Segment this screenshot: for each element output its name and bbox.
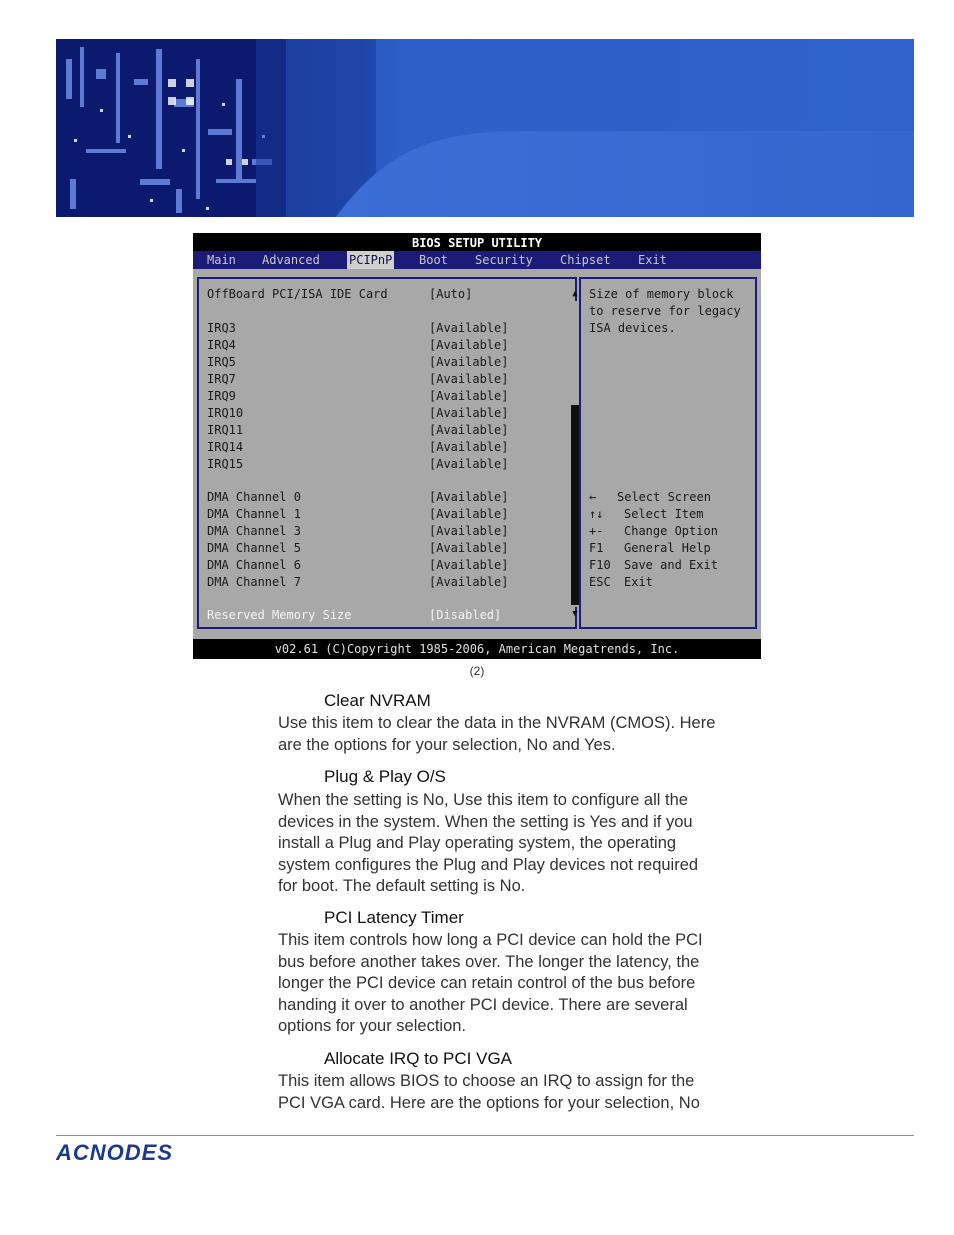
menu-main[interactable]: Main [207,253,236,267]
paragraph-line: devices in the system. When the setting is Yes and if you [278,812,693,831]
menu-pcipnp[interactable]: PCIPnP [349,253,393,267]
circuit-board-graphic [56,39,914,217]
key-f1: F1 [589,541,604,555]
setting-value[interactable]: [Available] [429,524,509,538]
setting-value[interactable]: [Available] [429,423,509,437]
section-title: Allocate IRQ to PCI VGA [324,1049,513,1068]
scrollbar[interactable] [571,301,579,607]
paragraph-line: system configures the Plug and Play devices not required [278,855,699,874]
setting-value[interactable]: [Available] [429,575,509,589]
setting-value[interactable]: [Available] [429,541,509,555]
menu-advanced[interactable]: Advanced [262,253,320,267]
bios-screenshot [193,233,761,659]
help-text: to reserve for legacy [589,304,741,318]
scroll-down-icon[interactable]: ▼ [572,609,578,619]
bios-copyright: v02.61 (C)Copyright 1985-2006, American Megatrends, Inc. [193,639,761,659]
setting-label: DMA Channel 5 [207,541,301,555]
bios-settings-panel [197,277,577,629]
up-down-arrow-icon: ↑↓ [589,507,604,521]
setting-label: DMA Channel 6 [207,558,301,572]
setting-value[interactable]: [Available] [429,507,509,521]
section-title: Plug & Play O/S [324,767,446,786]
scroll-thumb[interactable] [571,405,579,605]
paragraph-line: are the options for your selection, No and Yes. [278,735,616,754]
setting-value[interactable]: [Available] [429,355,509,369]
paragraph-line: When the setting is No, Use this item to configure all the [278,791,688,809]
figure-caption: (2) [469,664,485,678]
reserved-memory-label: Reserved Memory Size [207,608,352,622]
bios-menu-bar [193,251,761,269]
key-description: Change Option [624,524,718,538]
menu-chipset[interactable]: Chipset [560,253,611,267]
help-text: Size of memory block [589,287,734,301]
reserved-memory-value[interactable]: [Disabled] [429,608,502,622]
key-description: Exit [624,575,653,589]
key-esc: ESC [589,575,611,589]
menu-boot[interactable]: Boot [419,253,448,267]
section-paragraph [278,1071,756,1114]
setting-value[interactable]: [Available] [429,372,509,386]
left-arrow-icon: ← [589,490,597,504]
setting-value[interactable]: [Available] [429,440,509,454]
key-description: Select Screen [617,490,711,504]
paragraph-line: for boot. The default setting is No. [278,877,526,895]
setting-label: IRQ15 [207,457,244,471]
setting-label: OffBoard PCI/ISA IDE Card [207,287,388,301]
plus-minus-icon: +- [589,524,604,538]
bios-title: BIOS SETUP UTILITY [193,233,761,251]
setting-value[interactable]: [Available] [429,490,509,504]
setting-label: IRQ14 [207,440,244,454]
paragraph-line: install a Plug and Play operating system, the operating [278,834,677,852]
paragraph-line: handing it over to another PCI device. There are several [278,995,688,1014]
setting-label: IRQ3 [207,321,236,335]
setting-label: IRQ11 [207,423,244,437]
footer-divider [56,1135,914,1136]
setting-label: IRQ7 [207,372,236,386]
setting-value[interactable]: [Available] [429,457,509,471]
setting-label: IRQ4 [207,338,236,352]
setting-label: DMA Channel 7 [207,575,301,589]
acnodes-logo [56,1140,216,1169]
paragraph-line: This item controls how long a PCI device can hold the PCI [278,931,703,949]
paragraph-line: options for your selection. [278,1017,467,1035]
paragraph-line: bus before another takes over. The longer the latency, the [278,952,700,971]
section-paragraph [278,930,756,1038]
setting-label: IRQ9 [207,389,236,403]
setting-value[interactable]: [Available] [429,321,509,335]
setting-value[interactable]: [Available] [429,389,509,403]
section-paragraph [278,790,756,898]
help-text: ISA devices. [589,321,676,335]
setting-label: IRQ5 [207,355,236,369]
section-paragraph [278,713,756,756]
section-title: Clear NVRAM [324,691,431,710]
logo-text: ACNODES [56,1140,174,1164]
key-description: General Help [624,541,711,555]
setting-value[interactable]: [Available] [429,558,509,572]
key-f10: F10 [589,558,611,572]
key-description: Select Item [624,507,704,521]
setting-label: DMA Channel 0 [207,490,301,504]
scroll-up-icon[interactable]: ▲ [572,289,578,299]
bios-help-panel [579,277,757,629]
setting-label: DMA Channel 1 [207,507,301,521]
setting-value[interactable]: [Available] [429,406,509,420]
menu-security[interactable]: Security [475,253,533,267]
menu-exit[interactable]: Exit [638,253,667,267]
key-description: Save and Exit [624,558,718,572]
section-title: PCI Latency Timer [324,908,464,927]
paragraph-line: Use this item to clear the data in the NVRAM (CMOS). Here [278,714,716,732]
paragraph-line: PCI VGA card. Here are the options for your selection, No [278,1093,700,1112]
setting-value[interactable]: [Auto] [429,287,473,301]
setting-label: DMA Channel 3 [207,524,301,538]
paragraph-line: This item allows BIOS to choose an IRQ to assign for the [278,1072,695,1090]
setting-value[interactable]: [Available] [429,338,509,352]
header-banner [56,39,914,217]
setting-label: IRQ10 [207,406,244,420]
paragraph-line: longer the PCI device can retain control of the bus before [278,974,696,992]
